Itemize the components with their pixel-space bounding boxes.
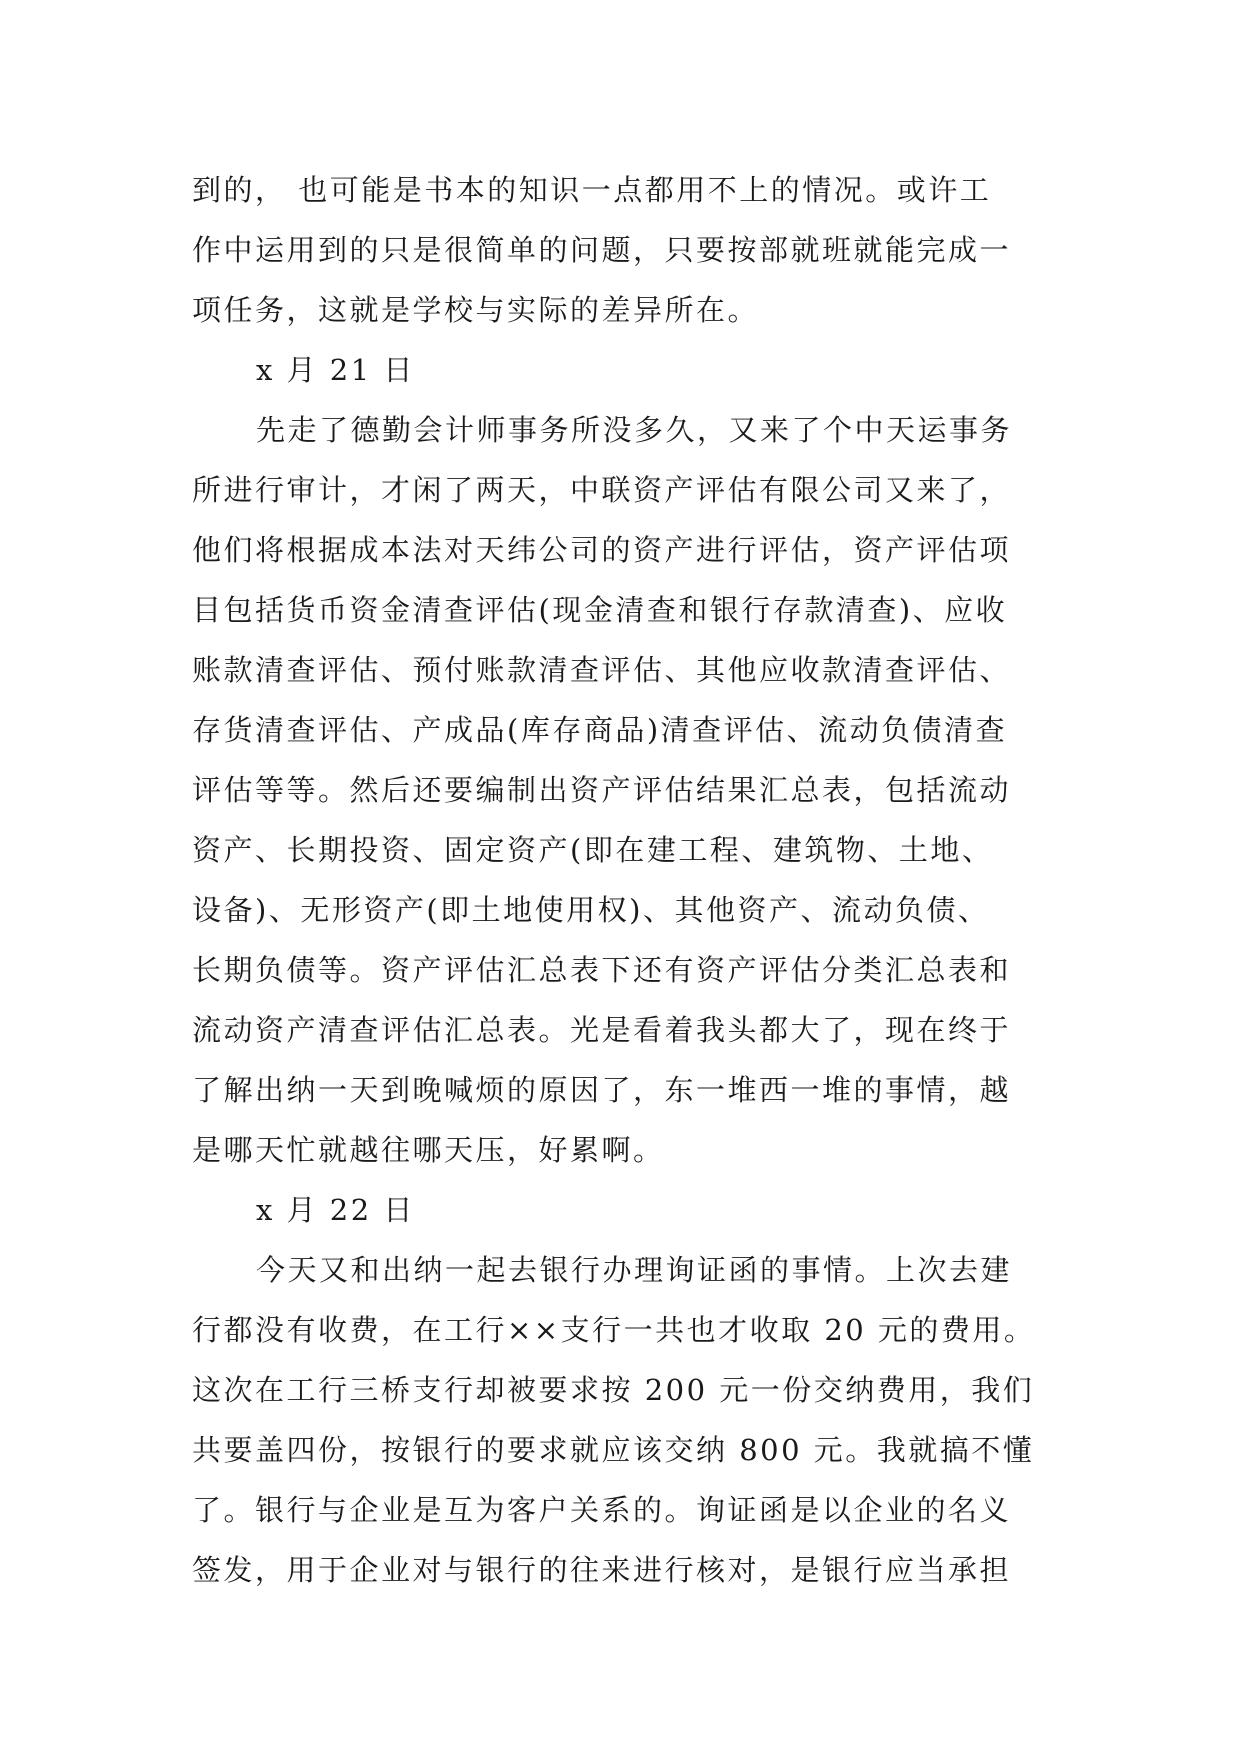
body-text [192, 160, 1062, 1600]
text-line: 所进行审计，才闲了两天，中联资产评估有限公司又来了， [192, 473, 1012, 507]
text-line: 到的， 也可能是书本的知识一点都用不上的情况。或许工 [192, 173, 992, 207]
text-line: 了解出纳一天到晚喊烦的原因了，东一堆西一堆的事情，越 [192, 1073, 1012, 1107]
text-line: 账款清查评估、预付账款清查评估、其他应收款清查评估、 [192, 653, 1012, 687]
text-line: 共要盖四份，按银行的要求就应该交纳 800 元。我就搞不懂 [192, 1433, 1035, 1467]
text-line: 目包括货币资金清查评估(现金清查和银行存款清查)、应收 [192, 593, 1008, 627]
text-line: 资产、长期投资、固定资产(即在建工程、建筑物、土地、 [192, 833, 994, 867]
date-heading: x 月 21 日 [256, 353, 415, 387]
text-line: 行都没有收费，在工行××支行一共也才收取 20 元的费用。 [192, 1313, 1036, 1347]
text-line: 了。银行与企业是互为客户关系的。询证函是以企业的名义 [192, 1493, 1012, 1527]
text-line: 项任务，这就是学校与实际的差异所在。 [192, 293, 760, 327]
text-line: 作中运用到的只是很简单的问题，只要按部就班就能完成一 [192, 233, 1012, 267]
text-line: 设备)、无形资产(即土地使用权)、其他资产、流动负债、 [192, 893, 990, 927]
text-line: 他们将根据成本法对天纬公司的资产进行评估，资产评估项 [192, 533, 1012, 567]
date-heading: x 月 22 日 [256, 1193, 415, 1227]
text-line: 流动资产清查评估汇总表。光是看着我头都大了，现在终于 [192, 1013, 1012, 1047]
text-line: 评估等等。然后还要编制出资产评估结果汇总表，包括流动 [192, 773, 1012, 807]
text-line: 签发，用于企业对与银行的往来进行核对，是银行应当承担 [192, 1553, 1012, 1587]
text-line: 这次在工行三桥支行却被要求按 200 元一份交纳费用，我们 [192, 1373, 1035, 1407]
text-line: 长期负债等。资产评估汇总表下还有资产评估分类汇总表和 [192, 953, 1012, 987]
text-line: 今天又和出纳一起去银行办理询证函的事情。上次去建 [256, 1253, 1013, 1287]
text-line: 存货清查评估、产成品(库存商品)清查评估、流动负债清查 [192, 713, 1008, 747]
text-line: 是哪天忙就越往哪天压，好累啊。 [192, 1133, 665, 1167]
text-line: 先走了德勤会计师事务所没多久，又来了个中天运事务 [256, 413, 1013, 447]
